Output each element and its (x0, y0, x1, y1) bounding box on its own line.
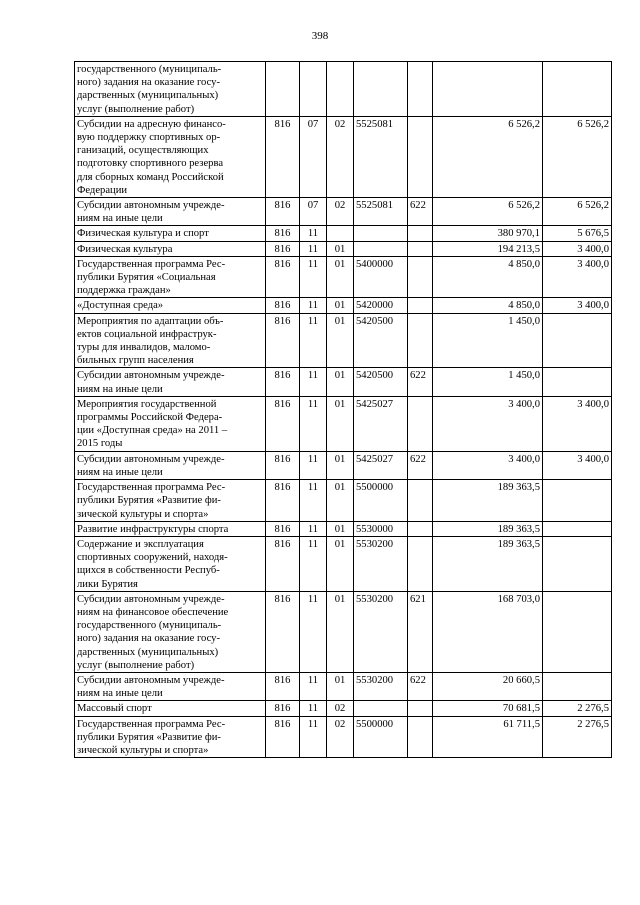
cell-amount: 189 363,5 (433, 480, 543, 522)
cell-expense-type (408, 313, 433, 368)
cell-subsection: 02 (327, 116, 354, 197)
cell-subsection: 01 (327, 256, 354, 298)
cell-section: 11 (300, 298, 327, 313)
cell-name: государственного (муниципаль- ного) задания на оказание госу- дарственных (муниципальных) услуг (выполнение работ) (75, 62, 266, 117)
cell-name: Субсидии автономным учрежде- ниям на иные цели (75, 368, 266, 396)
cell-target-article: 5420500 (354, 313, 408, 368)
cell-target-article: 5530200 (354, 591, 408, 672)
cell-name: Государственная программа Рес- публики Бурятия «Социальная поддержка граждан» (75, 256, 266, 298)
cell-amount: 3 400,0 (433, 451, 543, 479)
cell-subsection: 01 (327, 591, 354, 672)
cell-subsection: 01 (327, 536, 354, 591)
cell-section: 11 (300, 226, 327, 241)
cell-amount-federal (543, 62, 612, 117)
cell-expense-type: 622 (408, 672, 433, 700)
cell-amount: 6 526,2 (433, 116, 543, 197)
cell-amount-federal (543, 591, 612, 672)
cell-target-article (354, 62, 408, 117)
cell-target-article: 5425027 (354, 451, 408, 479)
cell-ministry-code: 816 (266, 672, 300, 700)
cell-ministry-code: 816 (266, 368, 300, 396)
cell-name: Субсидии автономным учрежде- ниям на финансовое обеспечение государственного (муниципаль- ного) задания на оказание госу- дарственных (муниципальных) услуг (выполнение работ) (75, 591, 266, 672)
cell-ministry-code: 816 (266, 313, 300, 368)
table-row (75, 521, 612, 536)
cell-amount-federal: 3 400,0 (543, 396, 612, 451)
cell-amount-federal: 6 526,2 (543, 116, 612, 197)
cell-ministry-code: 816 (266, 256, 300, 298)
cell-target-article: 5525081 (354, 198, 408, 226)
cell-section: 11 (300, 672, 327, 700)
cell-section: 11 (300, 521, 327, 536)
table-row (75, 591, 612, 672)
cell-target-article: 5425027 (354, 396, 408, 451)
cell-expense-type (408, 298, 433, 313)
cell-expense-type (408, 701, 433, 716)
cell-section: 11 (300, 480, 327, 522)
cell-name: Массовый спорт (75, 701, 266, 716)
table-row (75, 226, 612, 241)
table-row (75, 451, 612, 479)
cell-amount-federal (543, 521, 612, 536)
cell-section: 11 (300, 396, 327, 451)
cell-ministry-code: 816 (266, 241, 300, 256)
cell-target-article (354, 701, 408, 716)
cell-subsection: 01 (327, 368, 354, 396)
cell-section: 07 (300, 198, 327, 226)
cell-name: Физическая культура (75, 241, 266, 256)
table-row (75, 62, 612, 117)
cell-subsection (327, 226, 354, 241)
cell-amount-federal: 2 276,5 (543, 716, 612, 758)
cell-amount-federal: 3 400,0 (543, 256, 612, 298)
cell-expense-type (408, 480, 433, 522)
cell-ministry-code: 816 (266, 701, 300, 716)
cell-amount: 4 850,0 (433, 298, 543, 313)
cell-ministry-code: 816 (266, 536, 300, 591)
cell-section: 11 (300, 241, 327, 256)
cell-amount: 4 850,0 (433, 256, 543, 298)
cell-expense-type (408, 716, 433, 758)
cell-target-article: 5500000 (354, 480, 408, 522)
table-row (75, 198, 612, 226)
cell-amount: 3 400,0 (433, 396, 543, 451)
cell-ministry-code: 816 (266, 116, 300, 197)
cell-subsection: 01 (327, 521, 354, 536)
cell-expense-type (408, 226, 433, 241)
cell-amount: 189 363,5 (433, 521, 543, 536)
cell-ministry-code: 816 (266, 198, 300, 226)
cell-expense-type (408, 536, 433, 591)
cell-section (300, 62, 327, 117)
table-row (75, 368, 612, 396)
cell-amount: 380 970,1 (433, 226, 543, 241)
cell-subsection: 02 (327, 701, 354, 716)
cell-section: 11 (300, 368, 327, 396)
cell-subsection: 01 (327, 241, 354, 256)
cell-section: 11 (300, 313, 327, 368)
table-row (75, 116, 612, 197)
cell-name: Физическая культура и спорт (75, 226, 266, 241)
cell-section: 07 (300, 116, 327, 197)
cell-expense-type (408, 521, 433, 536)
cell-amount (433, 62, 543, 117)
cell-amount-federal: 3 400,0 (543, 298, 612, 313)
cell-name: Мероприятия по адаптации объ- ектов социальной инфраструк- туры для инвалидов, маломо- бильных групп населения (75, 313, 266, 368)
cell-subsection: 01 (327, 313, 354, 368)
cell-ministry-code: 816 (266, 226, 300, 241)
cell-name: Развитие инфраструктуры спорта (75, 521, 266, 536)
cell-expense-type: 622 (408, 198, 433, 226)
table-row (75, 256, 612, 298)
cell-subsection: 01 (327, 672, 354, 700)
cell-ministry-code: 816 (266, 591, 300, 672)
cell-name: Содержание и эксплуатация спортивных сооружений, находя- щихся в собственности Респуб- лики Бурятия (75, 536, 266, 591)
cell-amount: 70 681,5 (433, 701, 543, 716)
table-row (75, 701, 612, 716)
cell-section: 11 (300, 536, 327, 591)
cell-target-article (354, 241, 408, 256)
table-row (75, 241, 612, 256)
cell-expense-type: 621 (408, 591, 433, 672)
page-number: 398 (311, 30, 329, 42)
cell-amount-federal: 3 400,0 (543, 241, 612, 256)
table-row (75, 672, 612, 700)
cell-section: 11 (300, 256, 327, 298)
cell-ministry-code: 816 (266, 298, 300, 313)
budget-table (74, 61, 612, 758)
cell-ministry-code: 816 (266, 716, 300, 758)
cell-amount-federal (543, 313, 612, 368)
cell-amount-federal: 6 526,2 (543, 198, 612, 226)
cell-amount-federal: 3 400,0 (543, 451, 612, 479)
cell-amount-federal: 5 676,5 (543, 226, 612, 241)
cell-target-article: 5420500 (354, 368, 408, 396)
cell-subsection: 01 (327, 451, 354, 479)
cell-name: Государственная программа Рес- публики Бурятия «Развитие фи- зической культуры и спорта» (75, 716, 266, 758)
cell-name: Субсидии автономным учрежде- ниям на иные цели (75, 198, 266, 226)
cell-amount: 168 703,0 (433, 591, 543, 672)
cell-target-article: 5500000 (354, 716, 408, 758)
cell-section: 11 (300, 716, 327, 758)
cell-ministry-code: 816 (266, 396, 300, 451)
cell-ministry-code: 816 (266, 451, 300, 479)
cell-amount: 189 363,5 (433, 536, 543, 591)
cell-expense-type: 622 (408, 368, 433, 396)
cell-ministry-code: 816 (266, 480, 300, 522)
cell-amount: 1 450,0 (433, 368, 543, 396)
cell-target-article: 5530200 (354, 672, 408, 700)
cell-subsection: 01 (327, 480, 354, 522)
cell-section: 11 (300, 591, 327, 672)
table-row (75, 396, 612, 451)
cell-name: Субсидии автономным учрежде- ниям на иные цели (75, 672, 266, 700)
cell-target-article: 5530000 (354, 521, 408, 536)
cell-target-article: 5530200 (354, 536, 408, 591)
cell-ministry-code: 816 (266, 521, 300, 536)
cell-target-article: 5420000 (354, 298, 408, 313)
table-row (75, 313, 612, 368)
cell-section: 11 (300, 451, 327, 479)
cell-subsection: 01 (327, 396, 354, 451)
cell-name: Субсидии автономным учрежде- ниям на иные цели (75, 451, 266, 479)
cell-target-article (354, 226, 408, 241)
cell-amount: 20 660,5 (433, 672, 543, 700)
cell-amount-federal (543, 368, 612, 396)
cell-expense-type (408, 241, 433, 256)
cell-ministry-code (266, 62, 300, 117)
table-row (75, 536, 612, 591)
table-row (75, 716, 612, 758)
cell-expense-type (408, 396, 433, 451)
cell-name: «Доступная среда» (75, 298, 266, 313)
cell-expense-type (408, 256, 433, 298)
cell-name: Мероприятия государственной программы Российской Федера- ции «Доступная среда» на 2011 – 2015 годы (75, 396, 266, 451)
cell-expense-type (408, 116, 433, 197)
cell-amount: 194 213,5 (433, 241, 543, 256)
cell-amount-federal (543, 672, 612, 700)
cell-amount: 61 711,5 (433, 716, 543, 758)
cell-name: Субсидии на адресную финансо- вую поддержку спортивных ор- ганизаций, осуществляющих подготовку спортивного резерва для сборных команд Российской Федерации (75, 116, 266, 197)
cell-amount: 1 450,0 (433, 313, 543, 368)
table-body (75, 62, 612, 758)
cell-expense-type (408, 62, 433, 117)
cell-expense-type: 622 (408, 451, 433, 479)
cell-target-article: 5525081 (354, 116, 408, 197)
cell-subsection: 02 (327, 716, 354, 758)
table-row (75, 298, 612, 313)
cell-amount: 6 526,2 (433, 198, 543, 226)
cell-amount-federal: 2 276,5 (543, 701, 612, 716)
cell-section: 11 (300, 701, 327, 716)
table-row (75, 480, 612, 522)
cell-subsection: 02 (327, 198, 354, 226)
cell-name: Государственная программа Рес- публики Бурятия «Развитие фи- зической культуры и спорта» (75, 480, 266, 522)
cell-subsection: 01 (327, 298, 354, 313)
cell-amount-federal (543, 480, 612, 522)
cell-amount-federal (543, 536, 612, 591)
cell-subsection (327, 62, 354, 117)
cell-target-article: 5400000 (354, 256, 408, 298)
